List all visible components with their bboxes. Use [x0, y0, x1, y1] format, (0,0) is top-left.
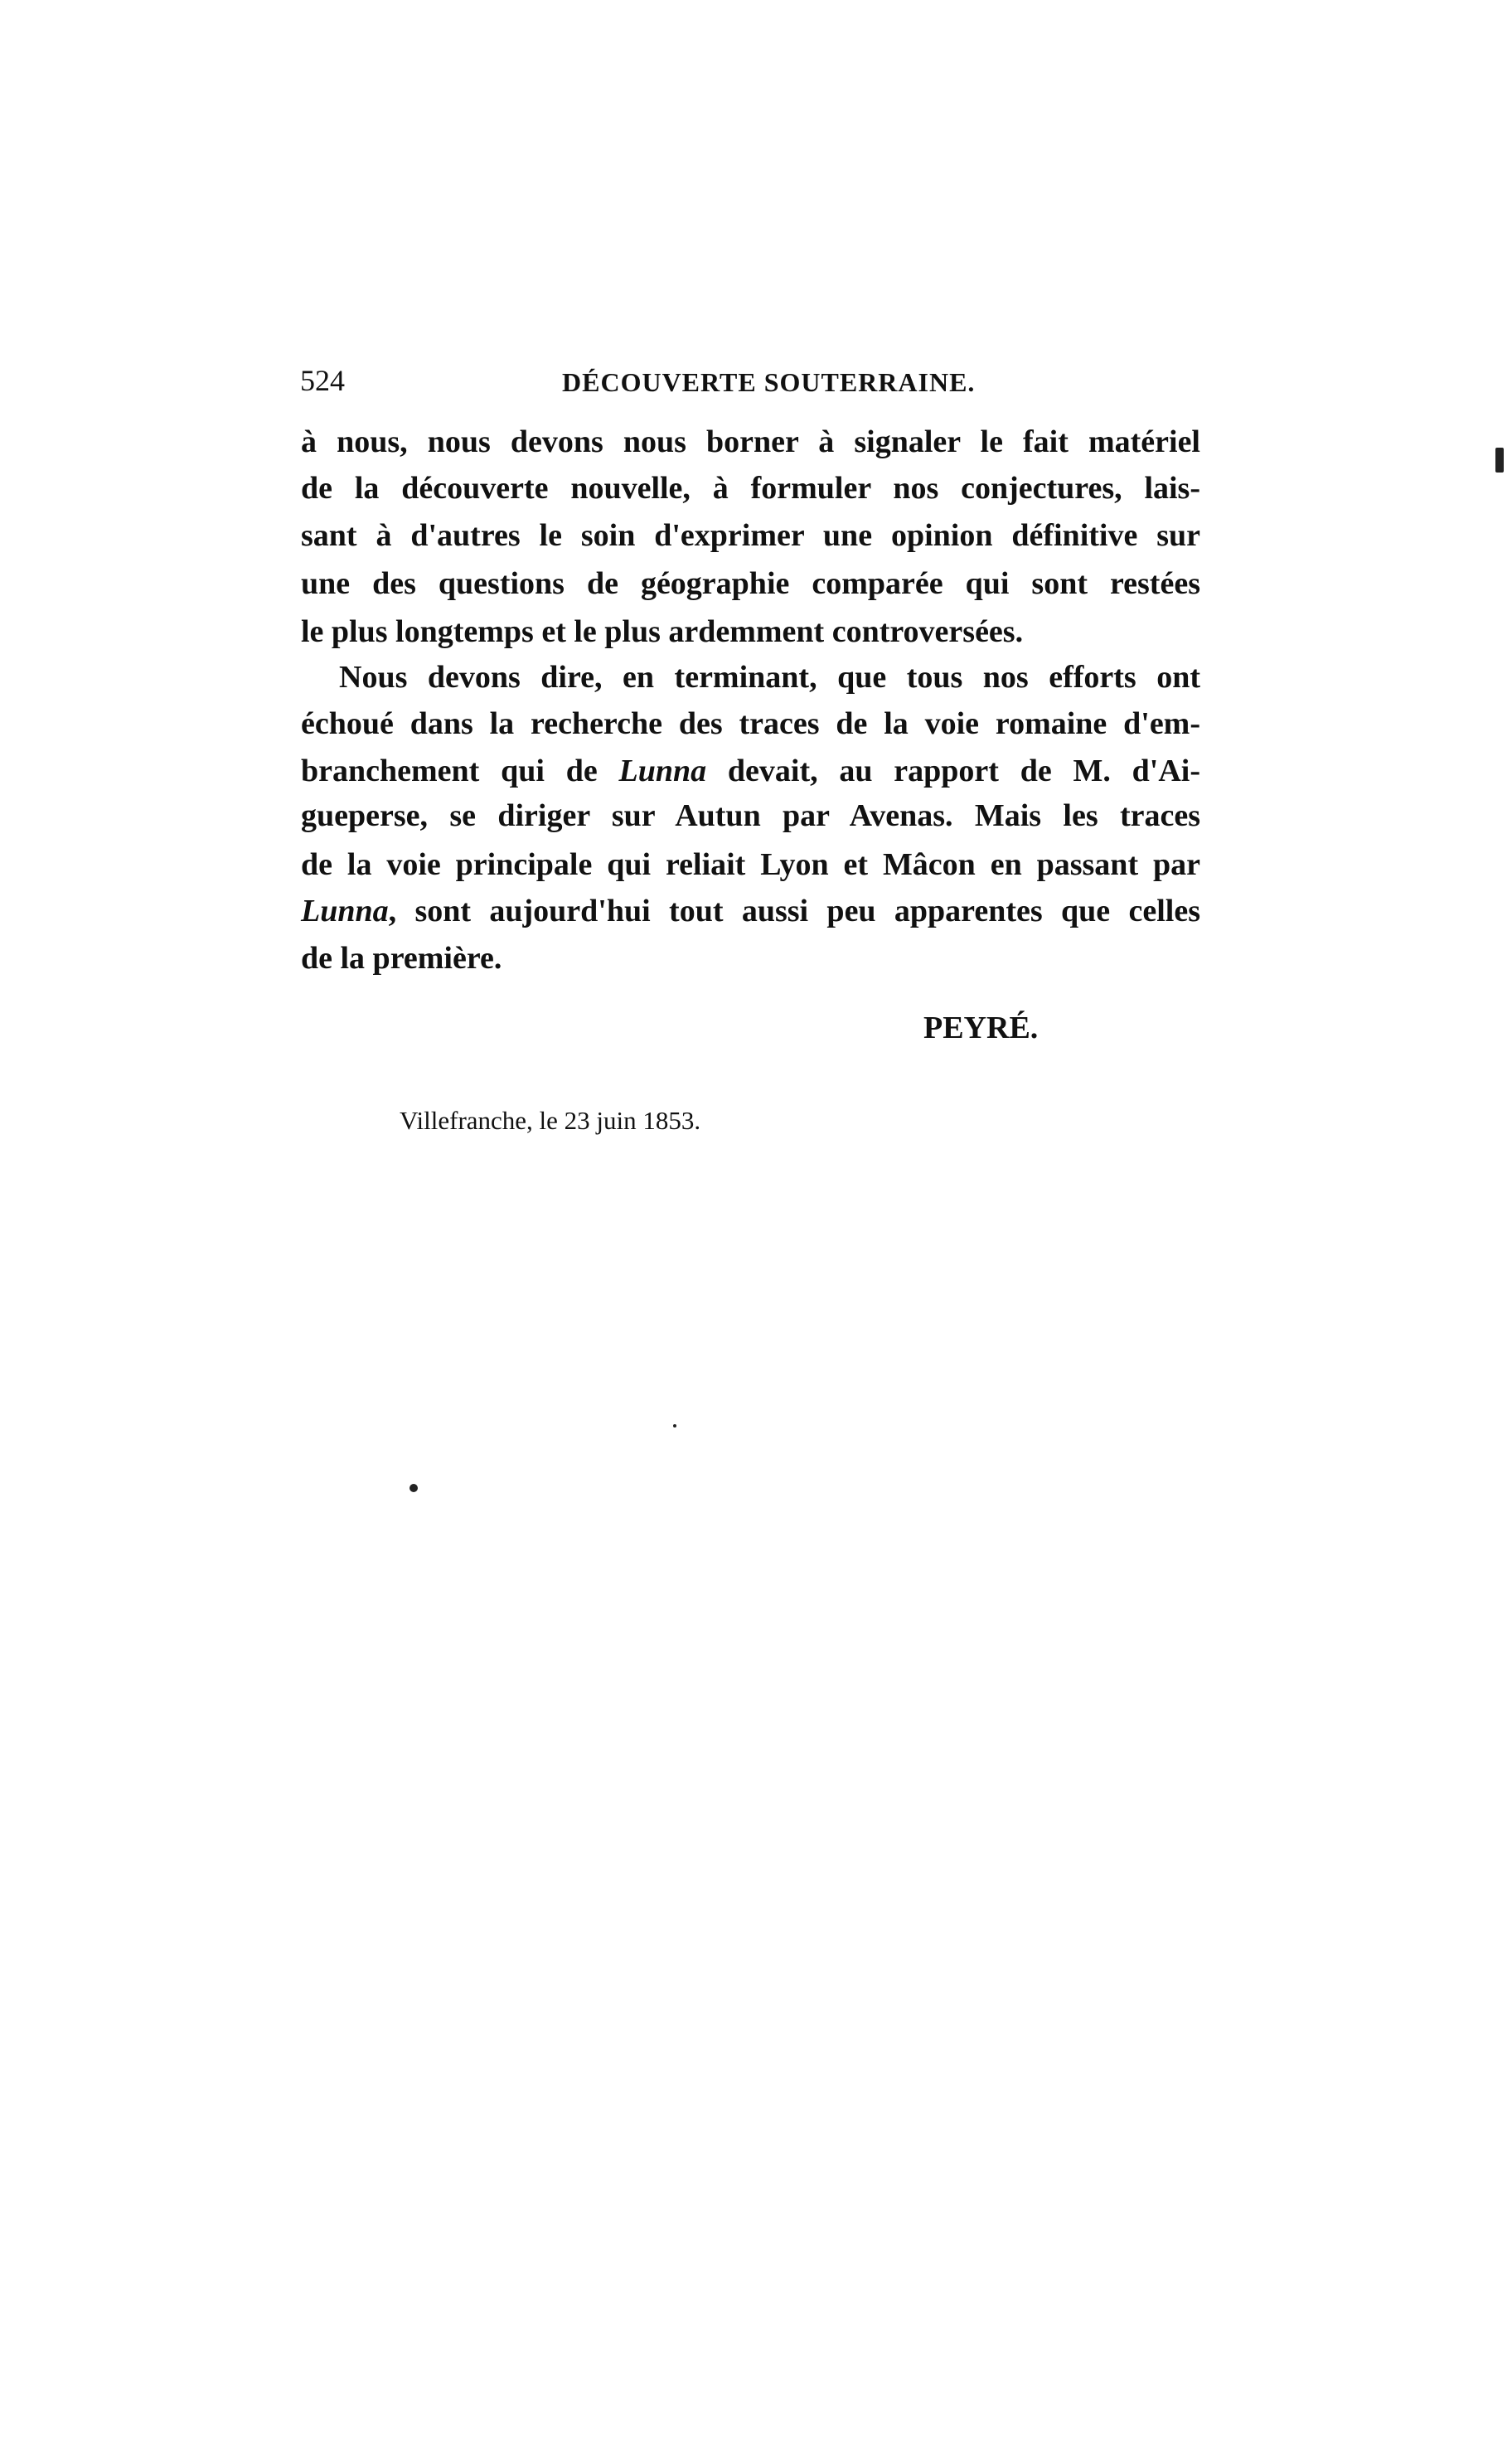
text-line	[301, 705, 1200, 742]
text-line	[301, 940, 1200, 977]
italic-place-name: Lunna	[618, 754, 707, 788]
text-line	[301, 753, 1200, 789]
text-line	[301, 517, 1200, 554]
text-segment: de la première.	[301, 941, 502, 976]
ink-mark	[1495, 448, 1504, 473]
italic-place-name: Lunna	[301, 894, 389, 928]
text-segment: une des questions de géographie comparée qui sont restées	[301, 566, 1200, 601]
text-segment: branchement qui de	[301, 754, 619, 788]
ink-speck	[673, 1424, 676, 1428]
text-line	[301, 659, 1200, 696]
text-segment: sant à d'autres le soin d'exprimer une opinion définitive sur	[301, 518, 1200, 553]
text-segment: gueperse, se diriger sur Autun par Avenas. Mais les traces	[301, 798, 1200, 833]
text-segment: le plus longtemps et le plus ardemment controversées.	[301, 614, 1024, 649]
text-segment: de la découverte nouvelle, à formuler nos conjectures, lais-	[301, 471, 1200, 506]
ink-speck	[410, 1484, 418, 1492]
author-signature: PEYRÉ.	[923, 1011, 1039, 1045]
text-segment: à nous, nous devons nous borner à signaler le fait matériel	[301, 424, 1200, 459]
text-line	[301, 613, 1200, 650]
text-segment: de la voie principale qui reliait Lyon et Mâcon en passant par	[301, 847, 1200, 882]
place-date: Villefranche, le 23 juin 1853.	[400, 1106, 701, 1135]
text-line	[301, 893, 1200, 929]
text-line	[301, 565, 1200, 602]
text-line	[301, 470, 1200, 507]
text-line	[301, 424, 1200, 460]
text-segment: Nous devons dire, en terminant, que tous nos efforts ont	[339, 660, 1200, 695]
running-title: DÉCOUVERTE SOUTERRAINE.	[562, 367, 976, 397]
text-segment: , sont aujourd'hui tout aussi peu apparentes que celles	[388, 894, 1200, 928]
page-number: 524	[300, 364, 345, 397]
text-line	[301, 797, 1200, 834]
text-line	[301, 846, 1200, 883]
text-segment: échoué dans la recherche des traces de la voie romaine d'em-	[301, 706, 1200, 741]
text-segment: devait, au rapport de M. d'Ai-	[706, 754, 1200, 788]
